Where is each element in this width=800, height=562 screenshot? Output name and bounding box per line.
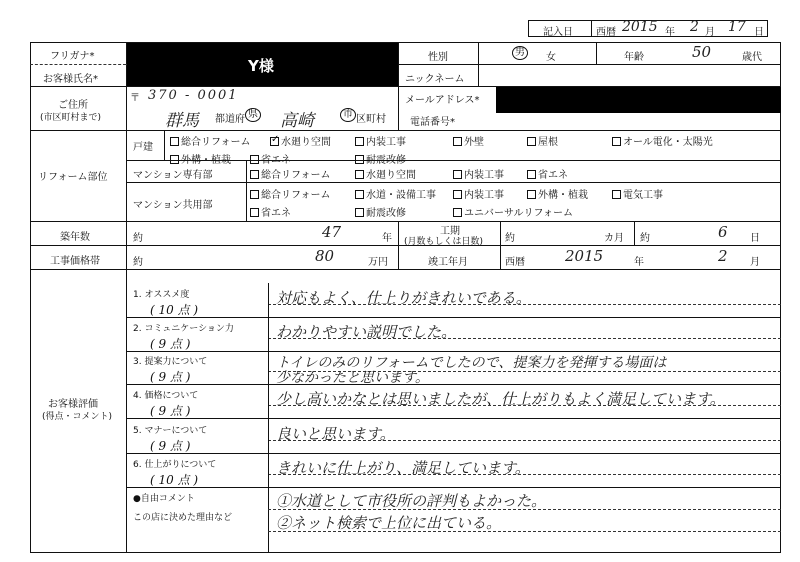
reform-option-label: 水廻り空間	[281, 137, 331, 148]
reform-option-common[interactable]	[355, 204, 406, 219]
entry-day: 17	[728, 19, 746, 35]
price-value: 80	[315, 247, 335, 265]
prefecture: 群馬	[165, 111, 199, 131]
eval-item-title: 3. 提案力について	[133, 357, 208, 367]
eval-item-score: ( 10 点 )	[150, 303, 199, 317]
eval-item-comment: 対応もよく、仕上りがきれいである。	[276, 289, 531, 307]
house-label: 戸建	[133, 142, 153, 153]
checkbox-icon[interactable]	[250, 208, 259, 217]
common-label: マンション共用部	[133, 200, 213, 211]
reform-option-common[interactable]	[250, 204, 291, 219]
gender-male: 男	[512, 46, 528, 60]
eval-item-title: 4. 価格について	[133, 391, 199, 401]
eval-item-title: 2. コミュニケーション力	[133, 324, 234, 334]
eval-item-title: 1. オススメ度	[133, 290, 190, 300]
reform-option-label: 省エネ	[261, 155, 291, 166]
entry-month: 2	[690, 19, 699, 35]
reform-option-common[interactable]	[355, 186, 436, 201]
reform-option-label: 外構・植栽	[181, 155, 231, 166]
eval-item-score: ( 10 点 )	[150, 473, 199, 487]
name-label: お客様氏名*	[43, 74, 98, 85]
reform-option-private[interactable]	[527, 166, 568, 181]
reform-option-label: 耐震改修	[366, 155, 406, 166]
entry-date-label: 記入日	[543, 27, 573, 38]
checkbox-icon[interactable]	[612, 137, 621, 146]
eval-item-comment: 良いと思います。	[276, 425, 395, 443]
checkbox-icon[interactable]	[170, 155, 179, 164]
evaluation-label: お客様評価	[48, 399, 98, 410]
nickname-label: ニックネーム	[405, 74, 465, 85]
checkbox-icon[interactable]	[355, 155, 364, 164]
checkbox-icon[interactable]	[612, 190, 621, 199]
building-age-label: 築年数	[60, 232, 90, 243]
reform-option-house[interactable]	[170, 133, 251, 148]
reform-option-house[interactable]	[355, 151, 406, 166]
eval-item-score: ( 9 点 )	[150, 404, 191, 418]
checkbox-icon[interactable]	[250, 190, 259, 199]
entry-year: 2015	[622, 19, 658, 35]
reform-option-label: 水廻り空間	[366, 170, 416, 181]
reform-option-common[interactable]	[527, 186, 588, 201]
period-label: 工期	[440, 226, 460, 237]
reform-option-house[interactable]	[453, 133, 484, 148]
reform-option-label: 内装工事	[464, 170, 504, 181]
reform-option-label: 外構・植栽	[538, 190, 588, 201]
checkbox-icon[interactable]	[355, 190, 364, 199]
reform-option-common[interactable]	[250, 186, 331, 201]
free-comment-1: ①水道として市役所の評判もよかった。	[276, 492, 547, 510]
postal-code: 370 - 0001	[148, 88, 239, 103]
eval-item-title: 5. マナーについて	[133, 426, 208, 436]
reform-option-private[interactable]	[250, 166, 331, 181]
customer-name: Y様	[248, 57, 274, 75]
completion-year: 2015	[565, 247, 604, 265]
checkbox-icon[interactable]	[355, 170, 364, 179]
reform-option-label: 省エネ	[261, 208, 291, 219]
reform-option-house[interactable]	[250, 151, 291, 166]
free-comment-2: ②ネット検索で上位に出ている。	[276, 514, 502, 532]
reform-option-label: 総合リフォーム	[261, 190, 331, 201]
reform-option-label: オール電化・太陽光	[623, 137, 713, 148]
price-label: 工事価格帯	[50, 256, 100, 267]
eval-item-comment-2: 少なかったと思います。	[276, 370, 429, 386]
eval-item-score: ( 9 点 )	[150, 370, 191, 384]
reform-option-house[interactable]	[527, 133, 558, 148]
eval-item-comment: トイレのみのリフォームでしたので、提案力を発揮する場面は	[276, 355, 667, 371]
reform-option-label: 電気工事	[623, 190, 663, 201]
reform-option-house[interactable]	[612, 133, 713, 148]
checkbox-icon[interactable]	[355, 137, 364, 146]
completion-month: 2	[718, 247, 728, 265]
email-label: メールアドレス*	[405, 95, 480, 106]
reform-option-label: 耐震改修	[366, 208, 406, 219]
reform-option-label: 内装工事	[366, 137, 406, 148]
eval-item-comment: きれいに仕上がり、満足しています。	[276, 459, 530, 477]
eval-item-comment: 少し高いかなとは思いましたが、仕上がりもよく満足しています。	[276, 390, 725, 408]
reform-option-private[interactable]	[453, 166, 504, 181]
city: 高崎	[280, 111, 314, 131]
reform-option-house[interactable]	[270, 133, 331, 148]
reform-option-label: 水道・設備工事	[366, 190, 436, 201]
eval-item-comment: わかりやすい説明でした。	[276, 323, 457, 341]
period-days: 6	[718, 223, 728, 241]
reform-option-common[interactable]	[453, 186, 504, 201]
checkbox-icon[interactable]	[527, 137, 536, 146]
reform-label: リフォーム部位	[38, 172, 108, 183]
free-comment-title: ●自由コメント	[133, 494, 195, 504]
free-comment-sub: この店に決めた理由など	[133, 513, 233, 523]
furigana-label: フリガナ*	[50, 51, 95, 62]
gender-female: 女	[546, 52, 556, 63]
age-value: 50	[692, 43, 712, 61]
reform-option-house[interactable]	[170, 151, 231, 166]
reform-option-label: 総合リフォーム	[181, 137, 251, 148]
eval-item-title: 6. 仕上がりについて	[133, 460, 217, 470]
checkbox-icon[interactable]	[453, 170, 462, 179]
reform-option-label: 総合リフォーム	[261, 170, 331, 181]
checkbox-icon[interactable]	[527, 170, 536, 179]
contact-redaction	[496, 87, 781, 113]
checkbox-icon[interactable]	[250, 155, 259, 164]
reform-option-common[interactable]	[453, 204, 573, 219]
checkbox-icon[interactable]	[355, 208, 364, 217]
checkbox-icon[interactable]	[170, 137, 179, 146]
reform-option-label: 屋根	[538, 137, 558, 148]
gender-label: 性別	[428, 52, 448, 63]
phone-label: 電話番号*	[410, 117, 455, 128]
reform-option-label: 省エネ	[538, 170, 568, 181]
eval-item-score: ( 9 点 )	[150, 337, 191, 351]
checkbox-icon[interactable]	[453, 190, 462, 199]
reform-option-label: 内装工事	[464, 190, 504, 201]
checkbox-icon[interactable]	[527, 190, 536, 199]
reform-option-house[interactable]	[355, 133, 406, 148]
reform-option-label: ユニバーサルリフォーム	[464, 208, 573, 219]
reform-option-label: 外壁	[464, 137, 484, 148]
reform-option-private[interactable]	[355, 166, 416, 181]
age-label: 年齢	[624, 52, 644, 63]
entry-era: 西暦	[596, 27, 616, 38]
checkbox-icon[interactable]	[250, 170, 259, 179]
reform-option-common[interactable]	[612, 186, 663, 201]
checkbox-icon[interactable]	[270, 137, 279, 146]
completion-label: 竣工年月	[428, 257, 468, 268]
checkbox-icon[interactable]	[453, 208, 462, 217]
checkbox-icon[interactable]	[453, 137, 462, 146]
building-age-value: 47	[322, 223, 342, 241]
eval-item-score: ( 9 点 )	[150, 439, 191, 453]
private-label: マンション専有部	[133, 170, 213, 181]
address-label: ご住所	[58, 100, 88, 111]
